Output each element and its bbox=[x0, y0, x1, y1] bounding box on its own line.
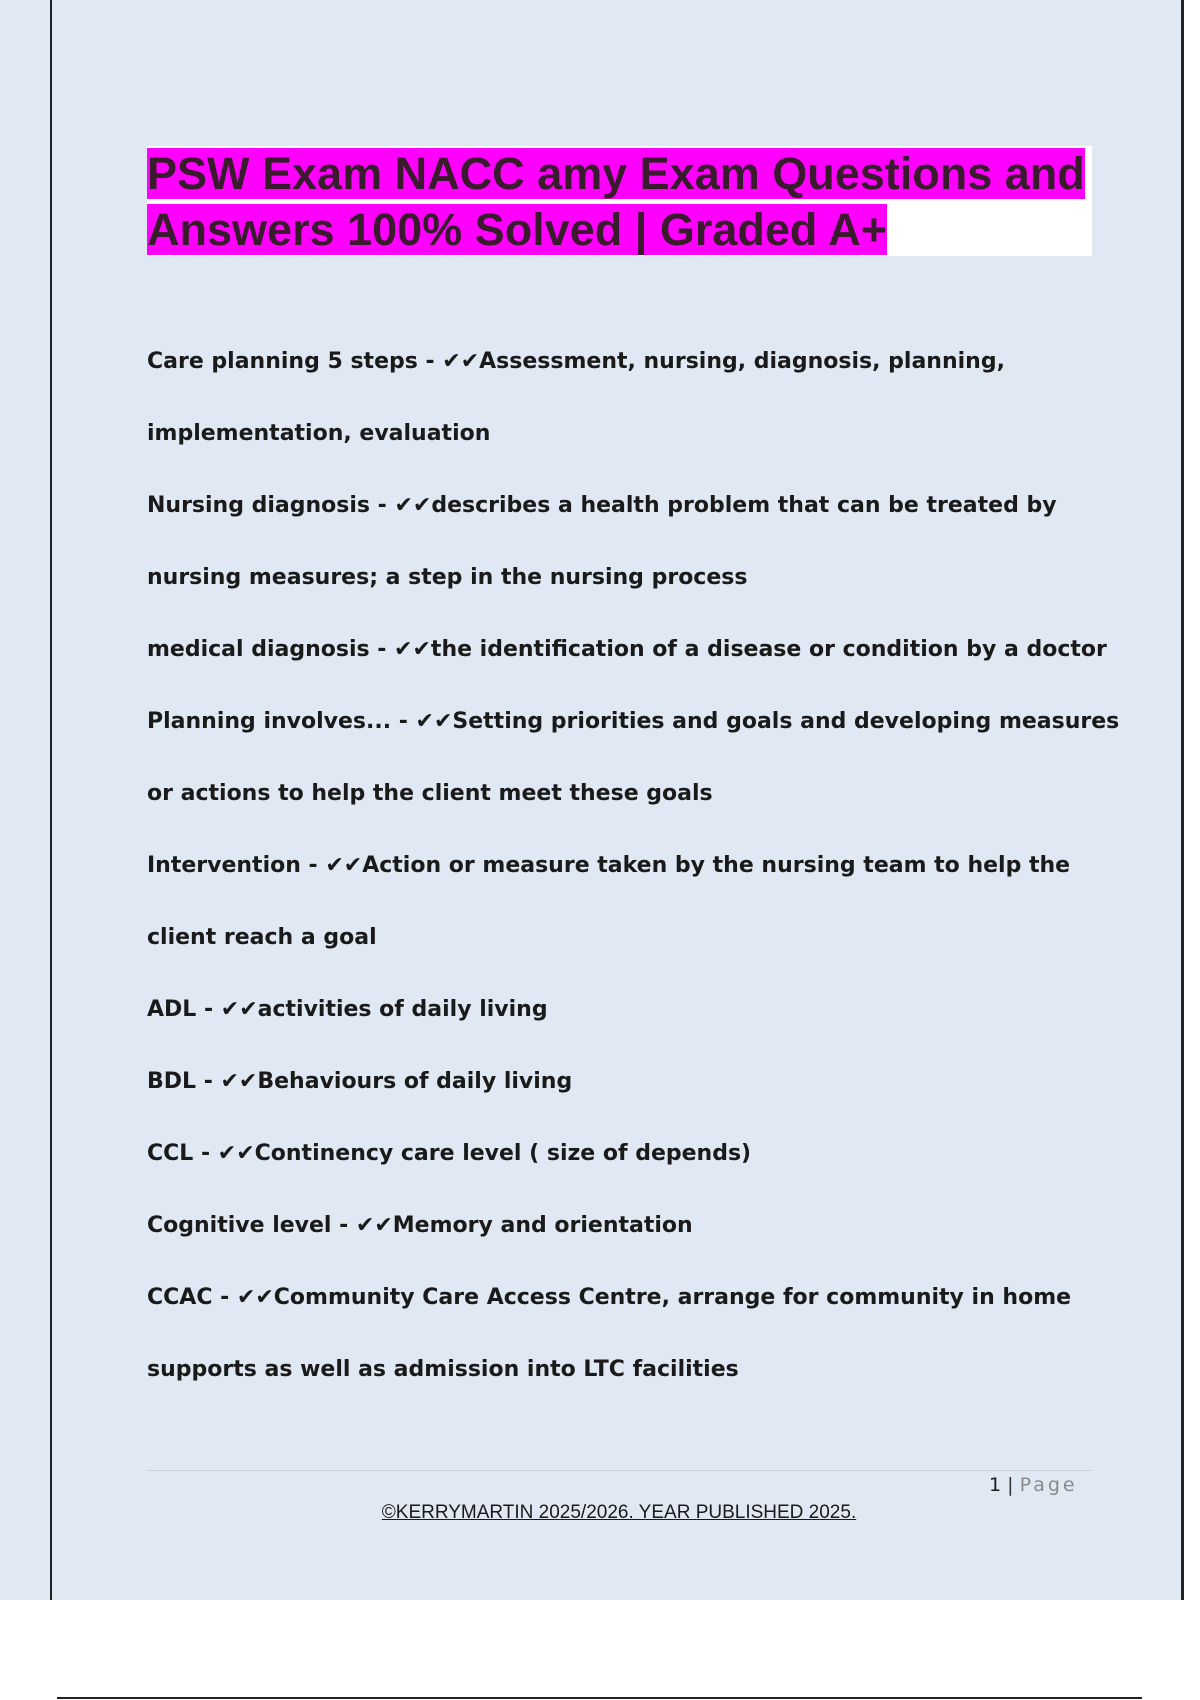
page-margin bbox=[0, 0, 50, 1600]
page-number-value: 1 bbox=[989, 1474, 1002, 1496]
qa-entry: Care planning 5 steps - ✔✔Assessment, nursing, diagnosis, planning, implementation, evaluation bbox=[147, 349, 1005, 446]
qa-entry: ADL - ✔✔activities of daily living bbox=[147, 997, 548, 1022]
page-label: Page bbox=[1019, 1474, 1078, 1496]
footer-divider bbox=[147, 1470, 1092, 1471]
qa-entry: CCL - ✔✔Continency care level ( size of depends) bbox=[147, 1141, 752, 1166]
copyright-text: ©KERRYMARTIN 2025/2026. YEAR PUBLISHED 2025. bbox=[381, 1502, 857, 1523]
qa-entry: BDL - ✔✔Behaviours of daily living bbox=[147, 1069, 573, 1094]
qa-entry: CCAC - ✔✔Community Care Access Centre, arrange for community in home supports as well as admission into LTC facilities bbox=[147, 1285, 1072, 1382]
qa-entry: Planning involves... - ✔✔Setting priorities and goals and developing measures or actions to help the client meet these goals bbox=[147, 709, 1120, 806]
qa-entry: Nursing diagnosis - ✔✔describes a health problem that can be treated by nursing measures; a step in the nursing process bbox=[147, 493, 1057, 590]
qa-entry: Cognitive level - ✔✔Memory and orientation bbox=[147, 1213, 693, 1238]
document-page bbox=[50, 0, 1184, 1600]
page-number-separator: | bbox=[1007, 1474, 1014, 1496]
page-number bbox=[989, 1474, 1099, 1496]
document-title: PSW Exam NACC amy Exam Questions and Answers 100% Solved | Graded A+ bbox=[147, 148, 1085, 255]
qa-entry: medical diagnosis - ✔✔the identification of a disease or condition by a doctor bbox=[147, 637, 1107, 662]
copyright-footer bbox=[52, 1502, 1186, 1524]
page-bottom-rule bbox=[57, 1697, 1142, 1699]
title-block bbox=[147, 146, 1092, 256]
qa-entry: Intervention - ✔✔Action or measure taken by the nursing team to help the client reach a goal bbox=[147, 853, 1071, 950]
qa-list bbox=[147, 326, 1127, 1406]
